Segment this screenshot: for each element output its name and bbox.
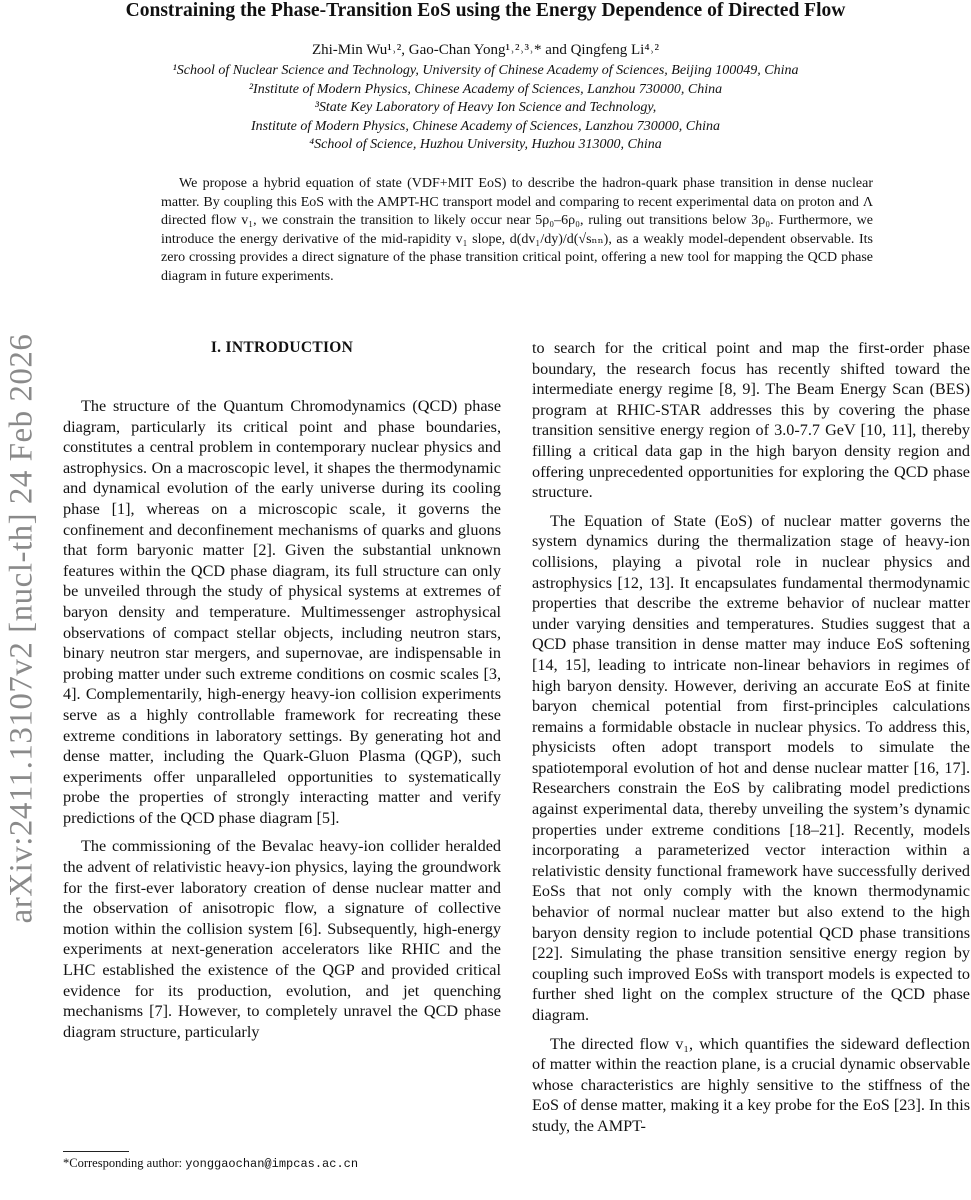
affiliation-3: ³State Key Laboratory of Heavy Ion Science and Technology, xyxy=(314,100,657,116)
left-column xyxy=(63,338,501,1042)
author-list: Zhi-Min Wu¹˒², Gao-Chan Yong¹˒²˒³˒* and Qingfeng Li⁴˒² xyxy=(311,42,660,58)
footnote-rule xyxy=(63,1151,129,1152)
arxiv-stamp xyxy=(0,328,44,928)
intro-paragraph-2: The commissioning of the Bevalac heavy-ion collider heralded the advent of relativistic heavy-ion physics, laying the groundwork for the first-ever laboratory creation of dense nuclear matter and the observation of anisotropic flow, a signature of collective motion within the collision system [6]. Subsequently, high-energy experiments at next-generation accelerators like RHIC and the LHC established the existence of the QGP and provided critical evidence for its production, evolution, and jet quenching mechanisms [7]. However, to completely unravel the QCD phase diagram structure, particularly xyxy=(63,837,501,1041)
affiliation-2: ²Institute of Modern Physics, Chinese Academy of Sciences, Lanzhou 730000, China xyxy=(248,81,723,97)
intro-paragraph-1: The structure of the Quantum Chromodynamics (QCD) phase diagram, particularly its critical point and phase boundaries, constitutes a central problem in contemporary nuclear physics and astrophysics. On a macroscopic level, it shapes the thermodynamic and dynamical evolution of the early universe during its cooling phase [1], whereas on a microscopic scale, it governs the confinement and deconfinement mechanisms of quarks and gluons that form baryonic matter [2]. Given the substantial unknown features within the QCD phase diagram, its full structure can only be unveiled through the study of physical systems at extremes of baryon density and temperature. Multimessenger astrophysical observations of compact stellar objects, including neutron stars, binary neutron star mergers, and supernovae, are indispensable in probing matter under such extreme conditions on cosmic scales [3, 4]. Complementarily, high-energy heavy-ion collision experiments serve as a highly controllable framework for recreating these extreme conditions in laboratory settings. By generating hot and dense matter, including the Quark-Gluon Plasma (QGP), such experiments offer unparalleled opportunities to systematically probe the properties of strongly interacting matter and verify predictions of the QCD phase diagram [5]. xyxy=(63,397,501,827)
abstract: We propose a hybrid equation of state (VDF+MIT EoS) to describe the hadron-quark phase transition in dense nuclear matter. By coupling this EoS with the AMPT-HC transport model and comparing to recent experimental data on proton and Λ directed flow v₁, we constrain the transition to likely occur near 5ρ₀–6ρ₀, ruling out transitions below 3ρ₀. Furthermore, we introduce the energy derivative of the mid-rapidity v₁ slope, d(dv₁/dy)/d(√sₙₙ), as a weakly model-dependent observable. Its zero crossing provides a direct signature of the phase transition critical point, offering a new tool for mapping the QCD phase diagram in future experiments. xyxy=(161,176,873,284)
affiliation-3-continued: Institute of Modern Physics, Chinese Academy of Sciences, Lanzhou 730000, China xyxy=(250,118,721,134)
section-heading: I. INTRODUCTION xyxy=(210,339,354,356)
affiliation-4: ⁴School of Science, Huzhou University, Huzhou 313000, China xyxy=(309,137,662,153)
affiliation-1: ¹School of Nuclear Science and Technology, University of Chinese Academy of Sciences, Beijing 100049, China xyxy=(172,63,799,78)
footnote-label: *Corresponding author: xyxy=(63,1156,186,1170)
footnote xyxy=(63,1155,503,1172)
corresponding-email-link[interactable]: yonggaochan@impcas.ac.cn xyxy=(185,1157,359,1171)
right-column xyxy=(532,338,970,1137)
intro-paragraph-2-continued: to search for the critical point and map the first-order phase boundary, the research focus has recently shifted toward the intermediate energy regime [8, 9]. The Beam Energy Scan (BES) program at RHIC-STAR addresses this by covering the phase transition sensitive energy region of 3.0-7.7 GeV [10, 11], thereby filling a critical data gap in the high baryon density region and offering unprecedented opportunities for exploring the QCD phase structure. xyxy=(532,339,970,502)
paper-title: Constraining the Phase-Transition EoS using the Energy Dependence of Directed Flow xyxy=(125,0,846,21)
intro-paragraph-3: The Equation of State (EoS) of nuclear matter governs the system dynamics during the thermalization stage of heavy-ion collisions, playing a pivotal role in nuclear physics and astrophysics [12, 13]. It encapsulates fundamental thermodynamic properties that describe the extreme behavior of nuclear matter under varying densities and temperatures. Studies suggest that a QCD phase transition in dense matter may induce EoS softening [14, 15], leading to intricate non-linear behaviors in regimes of high baryon density. However, deriving an accurate EoS at finite baryon chemical potential from first-principles calculations remains a formidable obstacle in nuclear physics. To address this, physicists often adopt transport models to simulate the spatiotemporal evolution of hot and dense nuclear matter [16, 17]. Researchers constrain the EoS by calibrating model predictions against experimental data, thereby unveiling the system’s dynamic properties under extreme conditions [18–21]. Recently, models incorporating a parameterized vector interaction within a relativistic density functional framework have successfully derived EoSs that not only comply with the known thermodynamic behavior of normal nuclear matter but also extend to the high baryon density region to include potential QCD phase transitions [22]. Simulating the phase transition sensitive energy region by coupling such improved EoSs with transport models is expected to further shed light on the complex structure of the QCD phase diagram. xyxy=(532,511,970,1024)
arxiv-identifier: arXiv:2411.13107v2 [nucl-th] 24 Feb 2026 xyxy=(3,333,40,923)
affiliation-list xyxy=(0,62,971,155)
intro-paragraph-4: The directed flow v₁, which quantifies the sideward deflection of matter within the reaction plane, is a crucial dynamic observable whose characteristics are highly sensitive to the stiffness of the EoS of dense matter, making it a key probe for the EoS [23]. In this study, the AMPT- xyxy=(532,1034,970,1135)
